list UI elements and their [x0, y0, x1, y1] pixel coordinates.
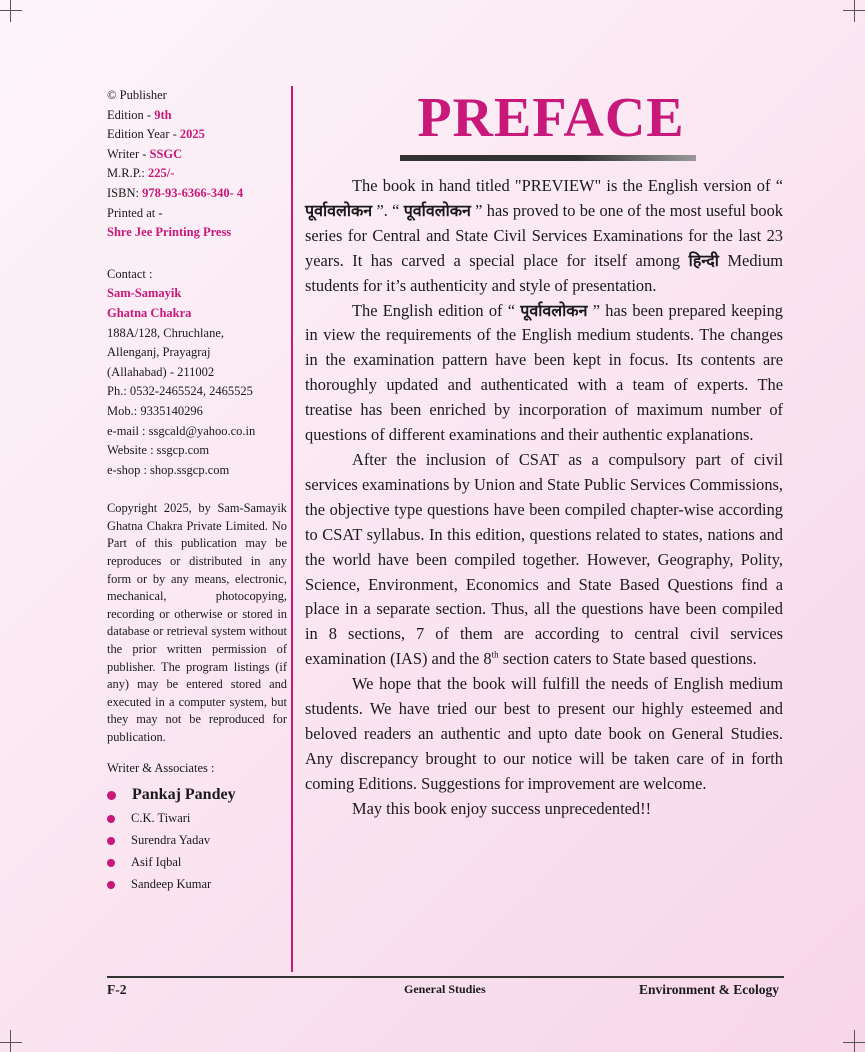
copyright-notice: Copyright 2025, by Sam-Samayik Ghatna Chakra Private Limited. No Part of this publication may be reproduces or distributed in any form or by any means, electronic, mechanical, photocopying, recording or otherwise or stored in database or retrieval system without the prior written permission of publisher. The program listings (if any) may be entered stored and executed in a computer system, but they may not be reproduced for publication. [107, 501, 287, 744]
paragraph: After the inclusion of CSAT as a compulsory part of civil services examinations by Union and State Public Services Commissions, the objective type questions have been compiled chapter-wise according to CSAT syllabus. In this edition, questions related to states, nations and the world have been compiled together. However, Geography, Polity, Science, Environment, Economics and State Based Questions find a place in a separate section. Thus, all the questions have been compiled in 8 sections, 7 of them are according to central civil services examination (IAS) and the 8th section caters to State based questions. [305, 449, 783, 669]
paragraph: We hope that the book will fulfill the needs of English medium students. We have tried our best to present our highly esteemed and beloved readers an authentic and upto date book on General Studies. Any discrepancy brought to our notice will be taken care of in forth coming Editions. Suggestions for improvement are welcome. [305, 674, 783, 793]
bullet-icon [107, 791, 116, 800]
paragraph: The English edition of “ पूर्वावलोकन ” has been prepared keeping in view the requirements of the English medium students. The changes in the examination pattern have been kept in focus. Its contents are thoroughly updated and authenticated with a team of experts. The treatise has been enriched by incorporation of maximum number of questions of different examinations and their authentic explanations. [305, 300, 783, 445]
address-line: Allenganj, Prayagraj [107, 345, 211, 360]
crop-mark [10, 1030, 11, 1052]
title-underline [400, 155, 696, 161]
footer-rule [107, 976, 784, 978]
org-name-line1: Sam-Samayik [107, 286, 182, 301]
crop-mark [0, 1042, 22, 1043]
page-title: PREFACE [417, 87, 685, 149]
list-item: Asif Iqbal [107, 852, 287, 874]
bullet-icon [107, 837, 115, 845]
website-line: Website : ssgcp.com [107, 443, 210, 458]
mobile-line: Mob.: 9335140296 [107, 403, 203, 418]
hindi-word: हिन्दी [688, 250, 719, 270]
list-item: Surendra Yadav [107, 830, 287, 852]
page-number: F-2 [107, 982, 127, 997]
list-item: Sandeep Kumar [107, 874, 287, 896]
phone-line: Ph.: 0532-2465524, 2465525 [107, 384, 253, 399]
address-line: (Allahabad) - 211002 [107, 364, 215, 379]
printer-name: Shre Jee Printing Press [107, 225, 232, 240]
writer-line: Writer - SSGC [107, 146, 183, 161]
preface-body [305, 174, 783, 822]
list-item: C.K. Tiwari [107, 808, 287, 830]
printed-at-label: Printed at - [107, 205, 163, 220]
hindi-title: पूर्वावलोकन [403, 200, 471, 220]
hindi-title: पूर्वावलोकन [305, 200, 373, 220]
crop-mark [0, 10, 22, 11]
email-line: e-mail : ssgcald@yahoo.co.in [107, 423, 256, 438]
address-line: 188A/128, Chruchlane, [107, 325, 224, 340]
imprint-sidebar [107, 86, 287, 896]
crop-mark [854, 1030, 855, 1052]
edition-line: Edition - 9th [107, 107, 172, 122]
eshop-line: e-shop : shop.ssgcp.com [107, 462, 230, 477]
bullet-icon [107, 859, 115, 867]
mrp-line: M.R.P.: 225/- [107, 166, 175, 181]
bullet-icon [107, 815, 115, 823]
paragraph: The book in hand titled "PREVIEW" is the English version of “ पूर्वावलोकन ”. “ पूर्वावलोकन ” has proved to be one of the most useful book series for Central and State Civil Services Examinations for the last 23 years. It has carved a special place for itself among हिन्दी Medium students for it’s authenticity and style of presentation. [305, 176, 784, 295]
edition-year-line: Edition Year - 2025 [107, 127, 205, 142]
associates-label: Writer & Associates : [107, 760, 215, 775]
contact-label: Contact : [107, 266, 153, 281]
crop-mark [854, 0, 855, 22]
crop-mark [10, 0, 11, 22]
hindi-title: पूर्वावलोकन [520, 300, 588, 320]
publisher-line: © Publisher [107, 88, 167, 102]
list-item: Pankaj Pandey [107, 782, 287, 808]
org-name-line2: Ghatna Chakra [107, 305, 192, 320]
paragraph: May this book enjoy success unprecedented!! [352, 798, 652, 818]
isbn-line: ISBN: 978-93-6366-340- 4 [107, 185, 244, 200]
footer-book-title: General Studies [404, 982, 486, 996]
footer-section-title: Environment & Ecology [638, 982, 779, 997]
bullet-icon [107, 881, 115, 889]
column-divider [291, 86, 293, 972]
associates-list [107, 782, 287, 896]
